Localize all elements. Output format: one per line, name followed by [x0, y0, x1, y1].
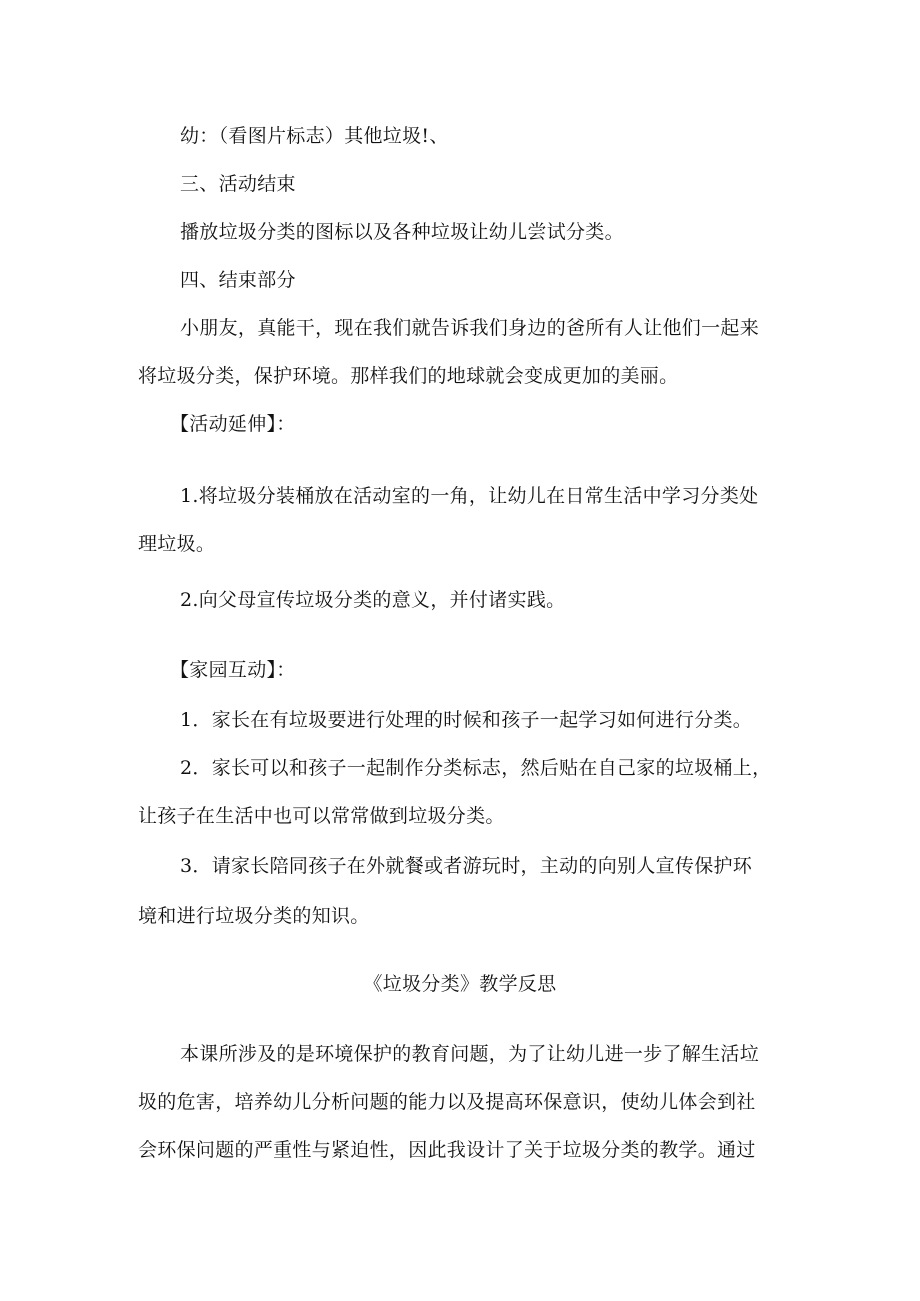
paragraph-line: 本课所涉及的是环境保护的教育问题，为了让幼儿进一步了解生活垃: [180, 1043, 760, 1065]
list-item-continued: 让孩子在生活中也可以常常做到垃圾分类。: [138, 805, 505, 827]
section-heading-extension: 【活动延伸】：: [170, 413, 296, 435]
page-title: 《垃圾分类》教学反思: [363, 973, 557, 995]
paragraph-line: 圾的危害，培养幼儿分析问题的能力以及提高环保意识，使幼儿体会到社: [138, 1091, 756, 1113]
list-item: 1.将垃圾分装桶放在活动室的一角，让幼儿在日常生活中学习分类处: [180, 485, 759, 507]
section-heading: 三、活动结束: [180, 173, 296, 195]
paragraph-line: 会环保问题的严重性与紧迫性，因此我设计了关于垃圾分类的教学。通过: [138, 1139, 756, 1161]
list-item: 3．请家长陪同孩子在外就餐或者游玩时，主动的向别人宣传保护环: [180, 855, 753, 877]
paragraph-line: 播放垃圾分类的图标以及各种垃圾让幼儿尝试分类。: [180, 221, 624, 243]
list-item-continued: 理垃圾。: [138, 533, 216, 555]
list-item: 2．家长可以和孩子一起制作分类标志，然后贴在自己家的垃圾桶上，: [180, 757, 772, 779]
paragraph-line: 将垃圾分类，保护环境。那样我们的地球就会变成更加的美丽。: [138, 365, 679, 387]
list-item-continued: 境和进行垃圾分类的知识。: [138, 905, 370, 927]
section-heading: 四、结束部分: [180, 269, 296, 291]
list-item: 1．家长在有垃圾要进行处理的时候和孩子一起学习如何进行分类。: [180, 709, 753, 731]
paragraph-line: 小朋友，真能干，现在我们就告诉我们身边的爸所有人让他们一起来: [180, 317, 760, 339]
list-item: 2.向父母宣传垃圾分类的意义，并付诸实践。: [180, 589, 566, 611]
paragraph-line: 幼：（看图片标志）其他垃圾!、: [180, 125, 449, 147]
section-heading-home: 【家园互动】：: [170, 659, 296, 681]
